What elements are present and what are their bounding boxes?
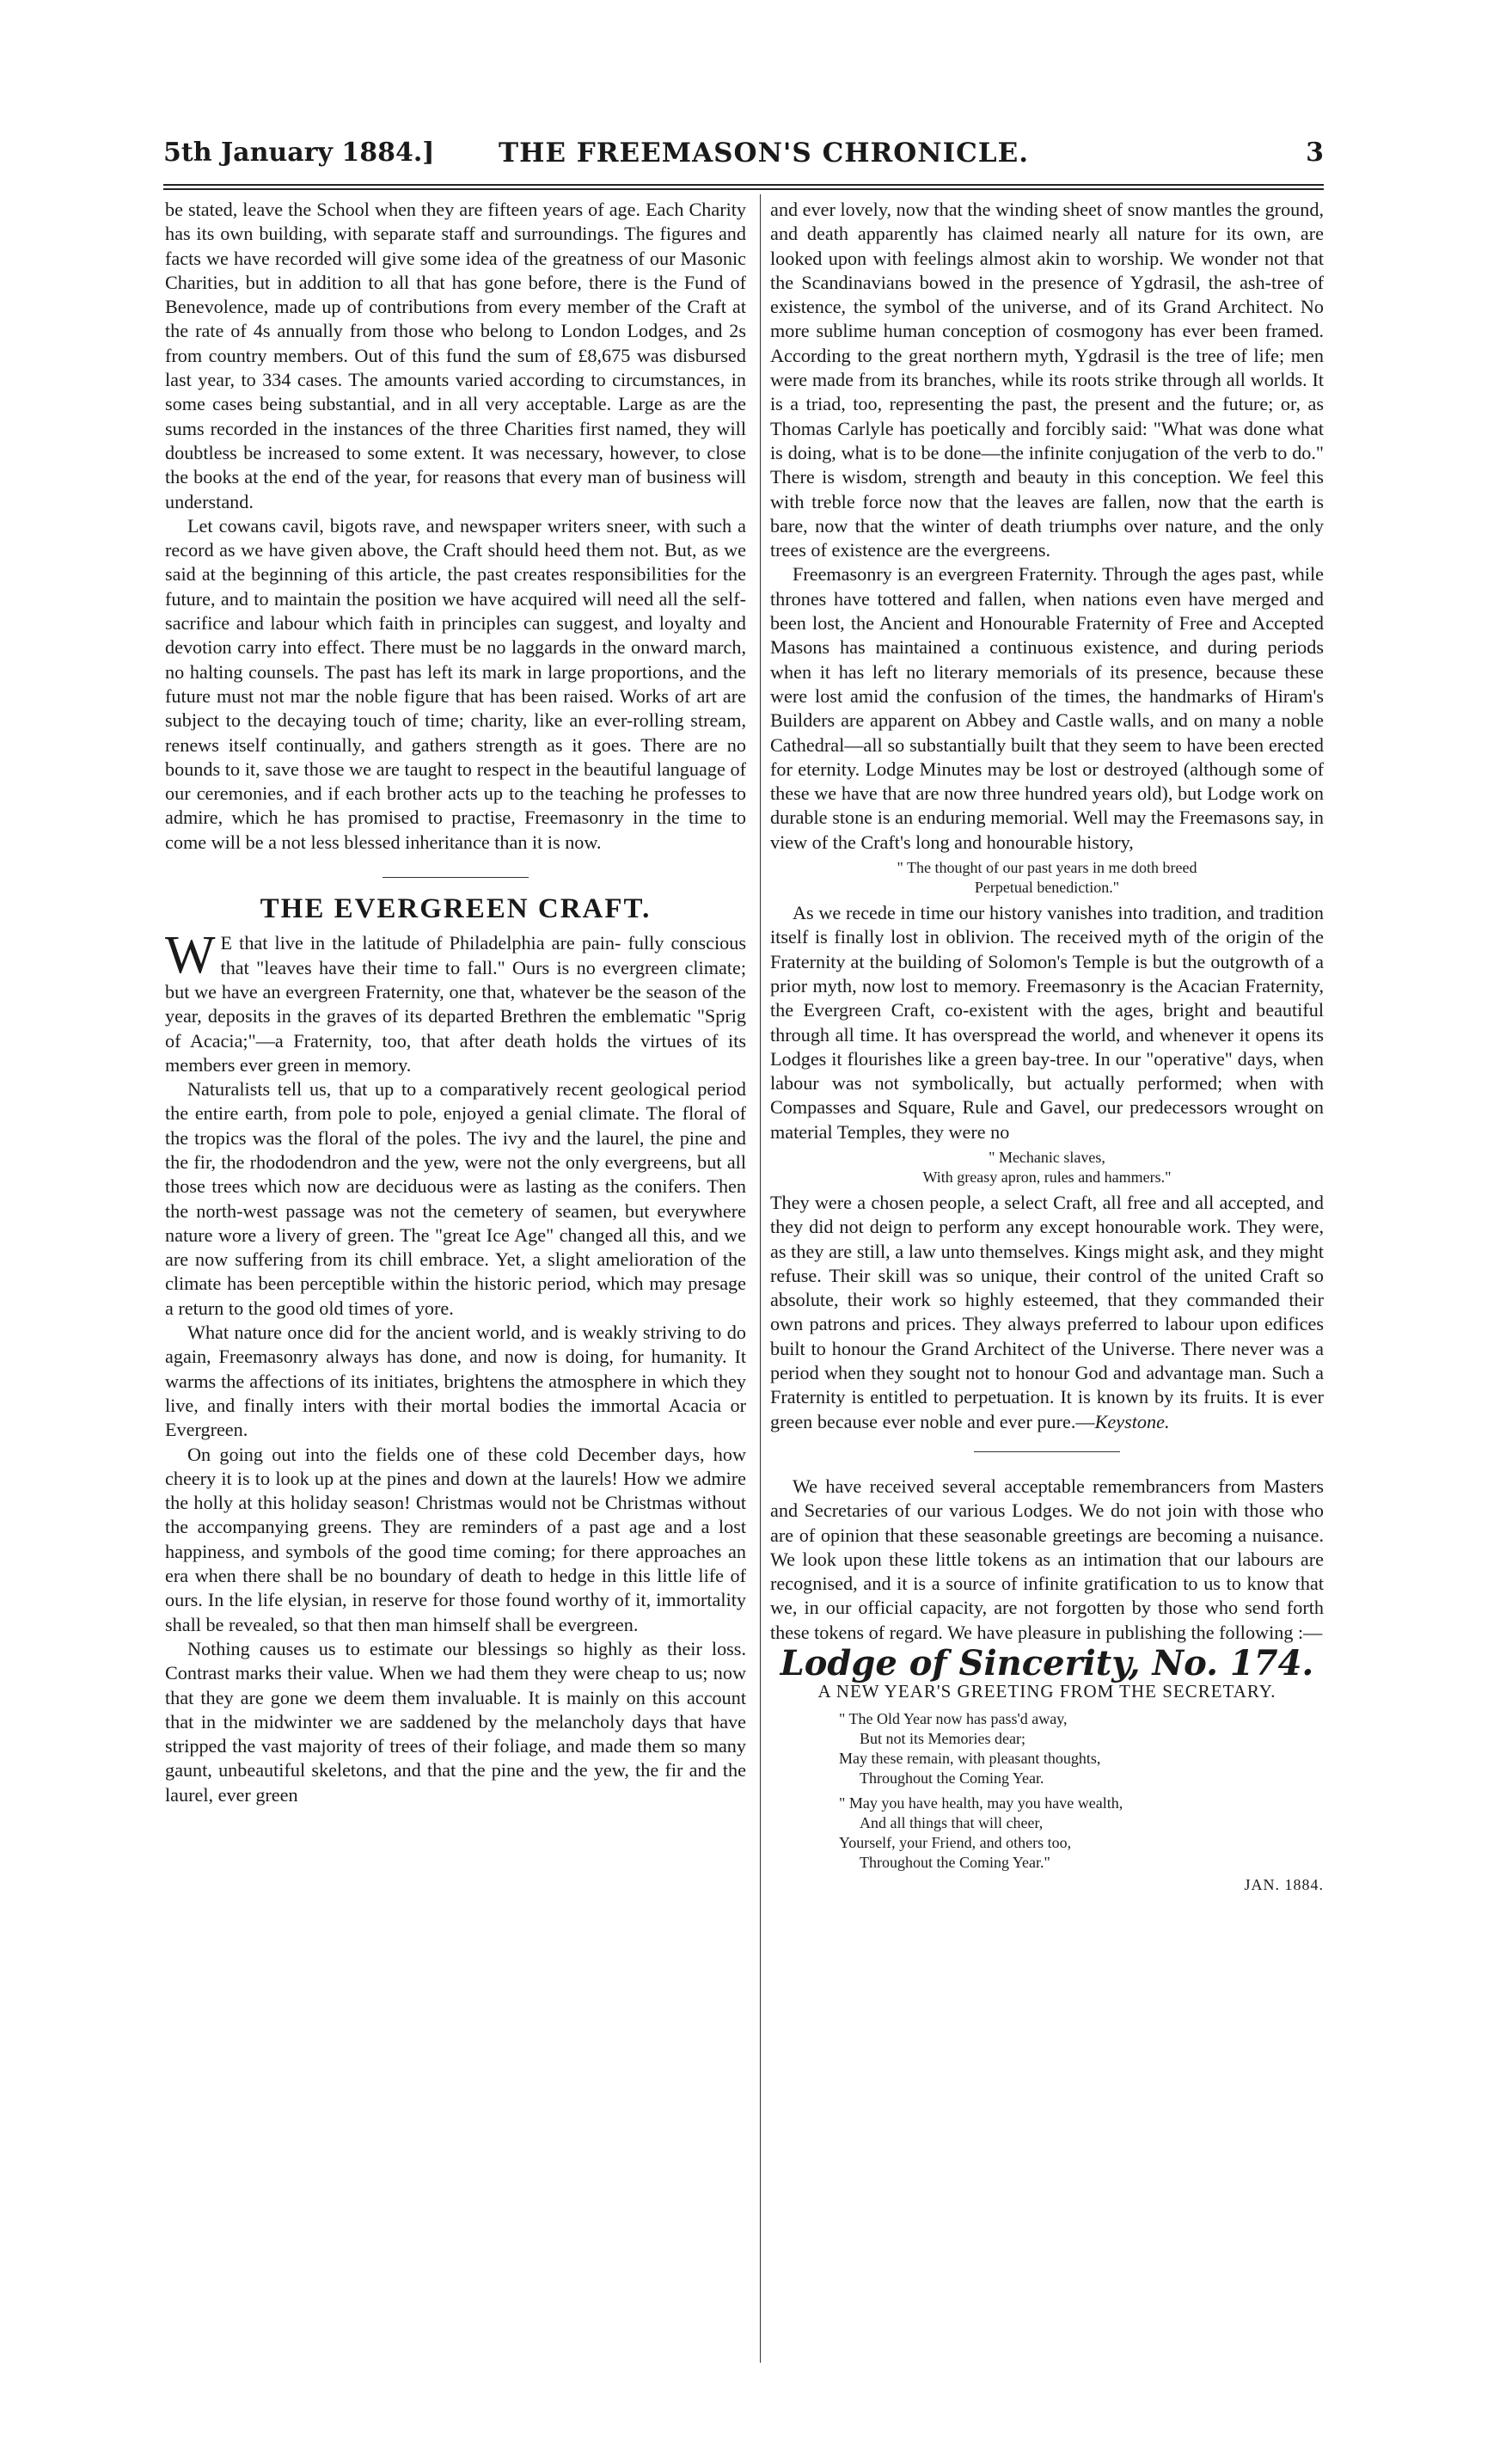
poem-line: " May you have health, may you have wealth, <box>839 1794 1123 1812</box>
page-header <box>163 138 1324 177</box>
paragraph-text: E that live in the latitude of Philadelphia are pain- fully conscious that "leaves have their time to fall." Ours is no evergreen climate; but we have an evergreen Fraternity, one that, whatever be the season of the year, deposits in the graves of its departed Brethren the emblematic "Sprig of Acacia;"—a Fraternity, too, that after death holds the virtues of its members ever green in memory. <box>165 932 746 1076</box>
drop-cap: W <box>165 926 216 985</box>
article-title: THE EVERGREEN CRAFT. <box>260 893 652 925</box>
poem-line: Throughout the Coming Year. <box>860 1769 1044 1787</box>
poem-line: Throughout the Coming Year." <box>860 1853 1050 1871</box>
verse-quote <box>770 858 1324 898</box>
paragraph: What nature once did for the ancient world, and is weakly striving to do again, Freemasonry always has done, and now is doing, for humanity. It warms the affections of its initiates, brightens the atmosphere in which they live, and finally inters with their mortal bodies the immortal Acacia or Evergreen. <box>165 1322 746 1441</box>
header-rule <box>163 184 1324 186</box>
page-number: 3 <box>1306 138 1324 168</box>
masthead-title: THE FREEMASON'S CHRONICLE. <box>499 138 1030 169</box>
poem-line: May these remain, with pleasant thoughts, <box>839 1749 1101 1767</box>
poem-line: But not its Memories dear; <box>860 1729 1025 1747</box>
paragraph: We have received several acceptable remembrancers from Masters and Secretaries of our various Lodges. We do not join with those who are of opinion that these seasonable greetings are becoming a nuisance. We look upon these little tokens as an intimation that our labours are recognised, and it is a source of infinite gratification to us to know that we, in our official capacity, are not forgotten by those who send forth these tokens of regard. We have pleasure in publishing the following :— <box>770 1475 1324 1643</box>
lodge-title: Lodge of Sincerity, No. 174. <box>780 1643 1314 1684</box>
paragraph <box>165 926 746 1077</box>
poem-line: Yourself, your Friend, and others too, <box>839 1833 1072 1851</box>
paragraph: and ever lovely, now that the winding sheet of snow mantles the ground, and death apparently has claimed nearly all nature for its own, are looked upon with feelings almost akin to worship. We wonder not that the Scandinavians bowed in the presence of Ygdrasil, the ash-tree of existence, the symbol of the universe, and of its Grand Architect. No more sublime human conception of cosmogony has ever been framed. According to the great northern myth, Ygdrasil is the tree of life; men were made from its branches, while its roots strike through all worlds. It is a triad, too, representing the past, the present and the future; or, as Thomas Carlyle has poetically and forcibly said: "What was done what is doing, what is to be done—the infinite conjugation of the verb to do." There is wisdom, strength and beauty in this conception. We feel this with treble force now that the leaves are fallen, now that the earth is bare, now that the winter of death triumphs over nature, and the only trees of existence are the evergreens. <box>770 199 1324 561</box>
paragraph: Nothing causes us to estimate our blessings so highly as their loss. Contrast marks their value. When we had them they were cheap to us; now that they are gone we deem them invaluable. It is mainly on this account that in the midwinter we are saddened by the melancholy days that have stripped the vast majority of trees of their foliage, and made them so many gaunt, unbeautiful skeletons, and that the pine and the yew, the fir and the laurel, ever green <box>165 1637 746 1806</box>
quote-line: " Mechanic slaves, <box>989 1148 1105 1166</box>
source-credit: Keystone. <box>1094 1410 1170 1432</box>
header-rule-2 <box>163 188 1324 190</box>
poem-line: And all things that will cheer, <box>860 1813 1044 1831</box>
paragraph: Let cowans cavil, bigots rave, and newspaper writers sneer, with such a record as we have given above, the Craft should heed them not. But, as we said at the beginning of this article, the past creates responsibilities for the future, and to maintain the position we have acquired will need all the self-sacrifice and labour which faith in principles can suggest, and loyalty and devotion carry into effect. There must be no laggards in the onward march, no halting counsels. The past has left its mark in large proportions, and the future must not mar the noble figure that has been raised. Works of art are subject to the decaying touch of time; charity, like an ever-rolling stream, renews itself continually, and gathers strength as it goes. There are no bounds to it, save those we are taught to respect in the beautiful language of our ceremonies, and if each brother acts up to the teaching he professes to admire, which he has promised to practise, Freemasonry in the time to come will be a not less blessed inheritance than it is now. <box>165 514 746 853</box>
header-date: 5th January 1884.] <box>163 138 435 168</box>
verse-quote <box>770 1148 1324 1187</box>
left-column <box>165 198 746 1807</box>
paragraph: Freemasonry is an evergreen Fraternity. Through the ages past, while thrones have tottered and fallen, when nations even have merged and been lost, the Ancient and Honourable Fraternity of Free and Accepted Masons has maintained a continuous existence, and during periods when it has left no literary memorials of its presence, because these were lost amid the confusion of the times, the handmarks of Hiram's Builders are apparent on Abbey and Castle walls, and on many a noble Cathedral—all so substantially built that they seem to have been erected for eternity. Lodge Minutes may be lost or destroyed (although some of these we have that are now three hundred years old), but Lodge work on durable stone is an enduring memorial. Well may the Freemasons say, in view of the Craft's long and honourable history, <box>770 563 1324 853</box>
greeting-poem <box>839 1709 1324 1873</box>
column-divider <box>760 194 761 2363</box>
paragraph: On going out into the fields one of these cold December days, how cheery it is to look up at the pines and down at the laurels! How we admire the holly at this holiday season! Christmas would not be Christmas without the accompanying greens. They are reminders of a past age and a lost happiness, and symbols of the good time coming; for there approaches an era when there shall be no boundary of death to hedge in this little life of ours. In the life elysian, in reserve for those found worthy of it, immortality shall be revealed, so that then man himself shall be evergreen. <box>165 1443 746 1635</box>
right-column <box>770 198 1324 1897</box>
quote-line: " The thought of our past years in me doth breed <box>897 859 1197 877</box>
quote-line: Perpetual benediction." <box>974 879 1120 897</box>
paragraph-end: pure.— <box>1037 1410 1095 1432</box>
paragraph <box>770 1191 1324 1434</box>
paragraph: Naturalists tell us, that up to a comparatively recent geological period the entire earth, from pole to pole, enjoyed a genial climate. The floral of the tropics was the floral of the poles. The ivy and the laurel, the pine and the fir, the rhododendron and the yew, were not the only evergreens, but all those trees which now are deciduous were as lasting as the conifers. Then the north-west passage was not the cemetery of seamen, but everywhere nature wore a livery of green. The "great Ice Age" changed all this, and we are now suffering from its chill embrace. Yet, a slight amelioration of the climate has been perceptible within the historic period, which may presage a return to the good old times of yore. <box>165 1078 746 1319</box>
signature-date: JAN. 1884. <box>1244 1875 1324 1893</box>
poem-line: " The Old Year now has pass'd away, <box>839 1709 1068 1727</box>
paragraph: be stated, leave the School when they are fifteen years of age. Each Charity has its own building, with separate staff and surroundings. The figures and facts we have recorded will give some idea of the greatness of our Masonic Charities, but in addition to all that has gone before, there is the Fund of Benevolence, made up of contributions from every member of the Craft at the rate of 4s annually from those who belong to London Lodges, and 2s from country members. Out of this fund the sum of £8,675 was disbursed last year, to 334 cases. The amounts varied according to circumstances, in some cases being substantial, and in all very acceptable. Large as are the sums recorded in the instances of the three Charities first named, they will doubtless be increased to some extent. It was necessary, however, to close the books at the end of the year, for reasons that every man of business will understand. <box>165 199 746 512</box>
greeting-heading: A NEW YEAR'S GREETING FROM THE SECRETARY. <box>817 1681 1276 1702</box>
quote-line: With greasy apron, rules and hammers." <box>922 1168 1172 1186</box>
paragraph-text: They were a chosen people, a select Craft, all free and all accepted, and they did not deign to perform any except honourable work. They were, as they are still, a law unto themselves. Kings might ask, and they might refuse. Their skill was so unique, their control of the united Craft so absolute, their work so highly esteemed, that they commanded their own patrons and prices. They always preferred to labour upon edifices built to honour the Grand Architect of the Universe. There never was a period when they sought not to honour God and advantage man. Such a Fraternity is entitled to perpetuation. It is known by its fruits. It is ever green because ever noble and ever <box>770 1191 1324 1432</box>
paragraph: As we recede in time our history vanishes into tradition, and tradition itself is finally lost in oblivion. The received myth of the origin of the Fraternity at the building of Solomon's Temple is but the outgrowth of a prior myth, now lost to memory. Freemasonry is the Acacian Fraternity, the Evergreen Craft, co-existent with the ages, bright and beautiful through all time. It has overspread the world, and whenever it opens its Lodges it flourishes like a green bay-tree. In our "operative" days, when labour was not symbolically, but actually performed; when with Compasses and Square, Rule and Gavel, our predecessors wrought on material Temples, they were no <box>770 902 1324 1143</box>
